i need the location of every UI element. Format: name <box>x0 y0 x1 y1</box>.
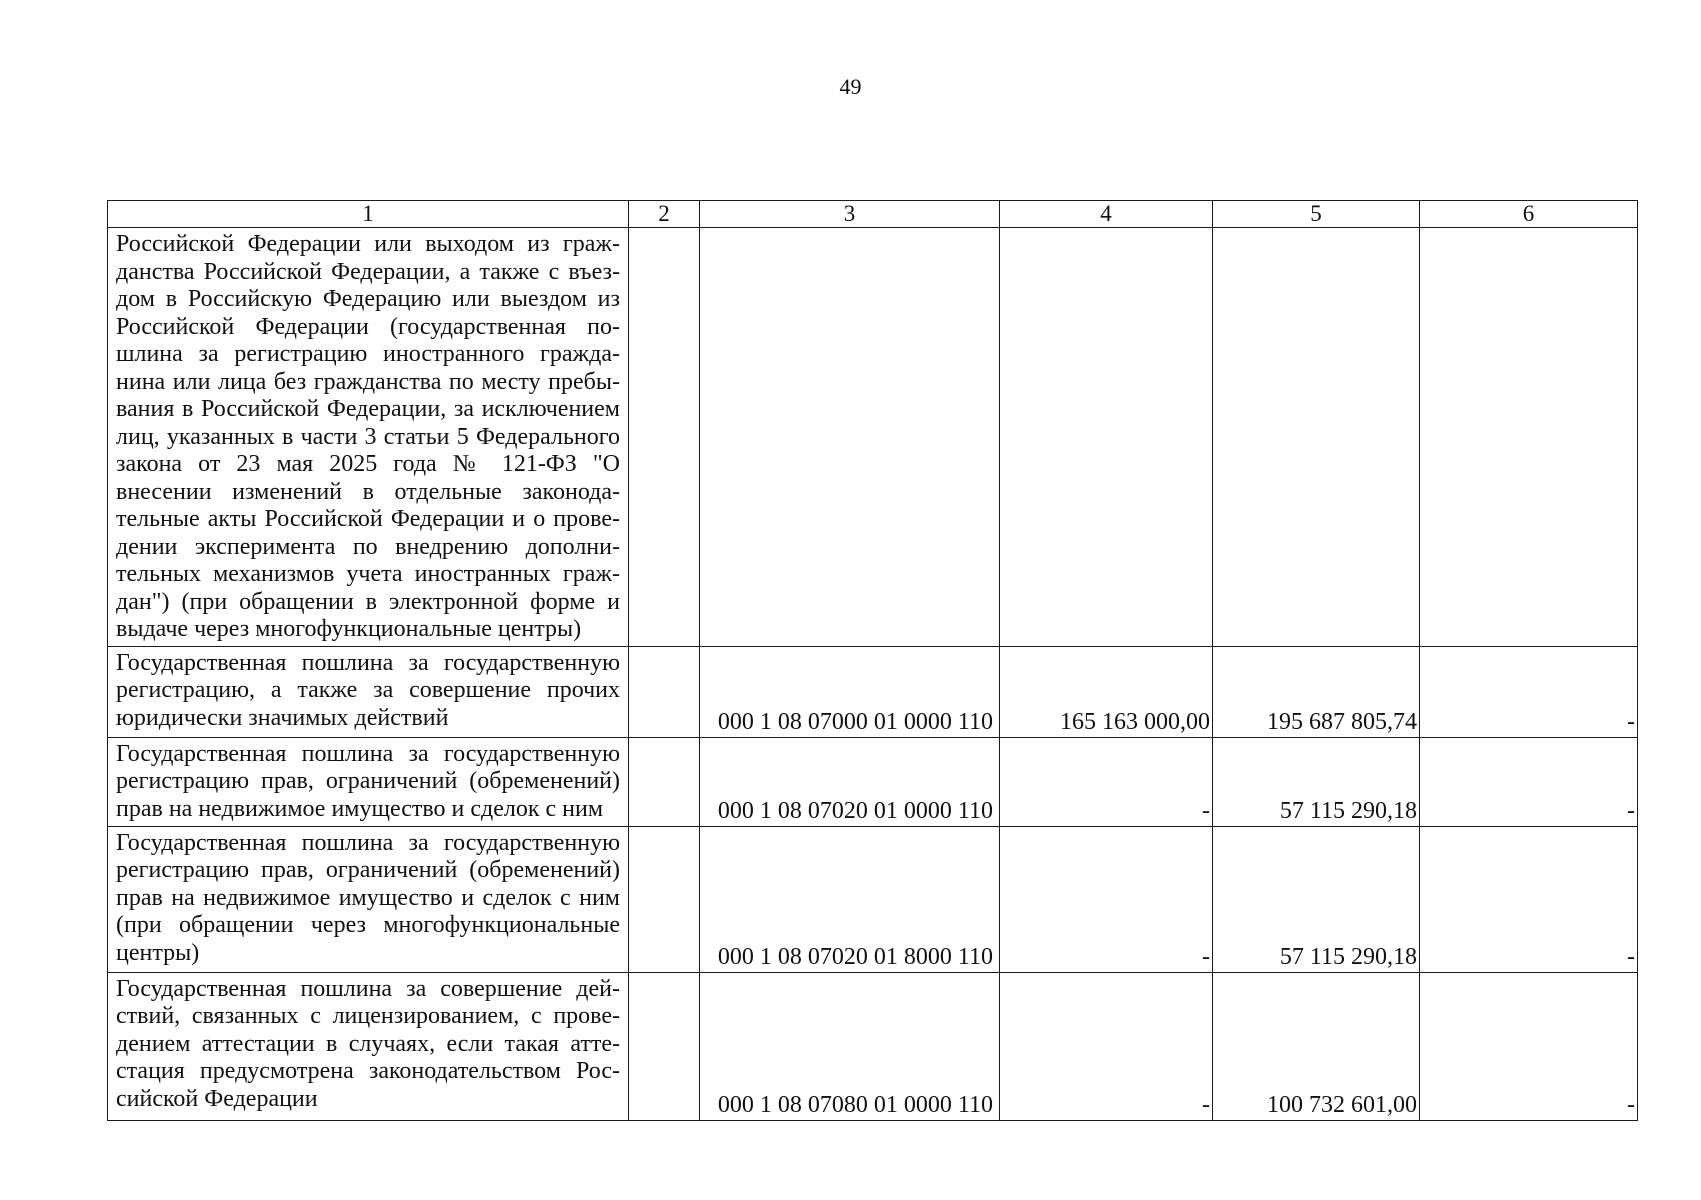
row-code: 000 1 08 07020 01 0000 110 <box>700 737 1000 826</box>
row-col6 <box>1420 228 1638 647</box>
header-cell-6: 6 <box>1420 201 1638 228</box>
row-col6: - <box>1420 972 1638 1120</box>
row-col4 <box>1000 228 1213 647</box>
row-col6: - <box>1420 646 1638 737</box>
row-description: Государственная пошлина за государственную регистрацию прав, ограничений (обременений) прав на недвижимое имущество и сделок с ним <box>108 737 629 826</box>
table-row <box>108 228 1638 647</box>
table-row <box>108 826 1638 972</box>
row-col2 <box>629 826 700 972</box>
row-col2 <box>629 737 700 826</box>
header-cell-3: 3 <box>700 201 1000 228</box>
row-col5: 57 115 290,18 <box>1213 826 1420 972</box>
table-header-row <box>108 201 1638 228</box>
page-number: 49 <box>839 74 862 99</box>
row-col2 <box>629 646 700 737</box>
row-col6: - <box>1420 826 1638 972</box>
row-col6: - <box>1420 737 1638 826</box>
row-col4: - <box>1000 972 1213 1120</box>
row-code <box>700 228 1000 647</box>
row-description: Государственная пошлина за государственную регистрацию, а также за совершение прочих юридически значимых действий <box>108 646 629 737</box>
row-col5: 100 732 601,00 <box>1213 972 1420 1120</box>
row-col5: 195 687 805,74 <box>1213 646 1420 737</box>
row-description: Государственная пошлина за совершение действий, связанных с лицензированием, с проведением аттестации в случаях, если такая аттестация предусмотрена законодательством Российской Федерации <box>108 972 629 1120</box>
row-code: 000 1 08 07080 01 0000 110 <box>700 972 1000 1120</box>
header-cell-4: 4 <box>1000 201 1213 228</box>
table-row <box>108 646 1638 737</box>
row-description: Российской Федерации или выходом из гражданства Российской Федерации, а также с въездом в Российскую Федерацию или выездом из Российской Федерации (государственная пошлина за регистрацию иностранного гражданина или лица без гражданства по месту пребывания в Российской Федерации, за исключением лиц, указанных в части 3 статьи 5 Федерального закона от 23 мая 2025 года № 121-ФЗ "О внесении изменений в отдельные законодательные акты Российской Федерации и о проведении эксперимента по внедрению дополнительных механизмов учета иностранных граждан") (при обращении в электронной форме и выдаче через многофункциональные центры) <box>108 228 629 647</box>
table-row <box>108 737 1638 826</box>
row-col2 <box>629 228 700 647</box>
row-col4: - <box>1000 826 1213 972</box>
header-cell-1: 1 <box>108 201 629 228</box>
row-description: Государственная пошлина за государственную регистрацию прав, ограничений (обременений) прав на недвижимое имущество и сделок с ним (при обращении через многофункциональные центры) <box>108 826 629 972</box>
row-col4: - <box>1000 737 1213 826</box>
header-cell-5: 5 <box>1213 201 1420 228</box>
row-col5 <box>1213 228 1420 647</box>
row-col2 <box>629 972 700 1120</box>
row-col4: 165 163 000,00 <box>1000 646 1213 737</box>
row-col5: 57 115 290,18 <box>1213 737 1420 826</box>
table-row <box>108 972 1638 1120</box>
header-cell-2: 2 <box>629 201 700 228</box>
budget-table <box>107 200 1638 1121</box>
row-code: 000 1 08 07020 01 8000 110 <box>700 826 1000 972</box>
row-code: 000 1 08 07000 01 0000 110 <box>700 646 1000 737</box>
